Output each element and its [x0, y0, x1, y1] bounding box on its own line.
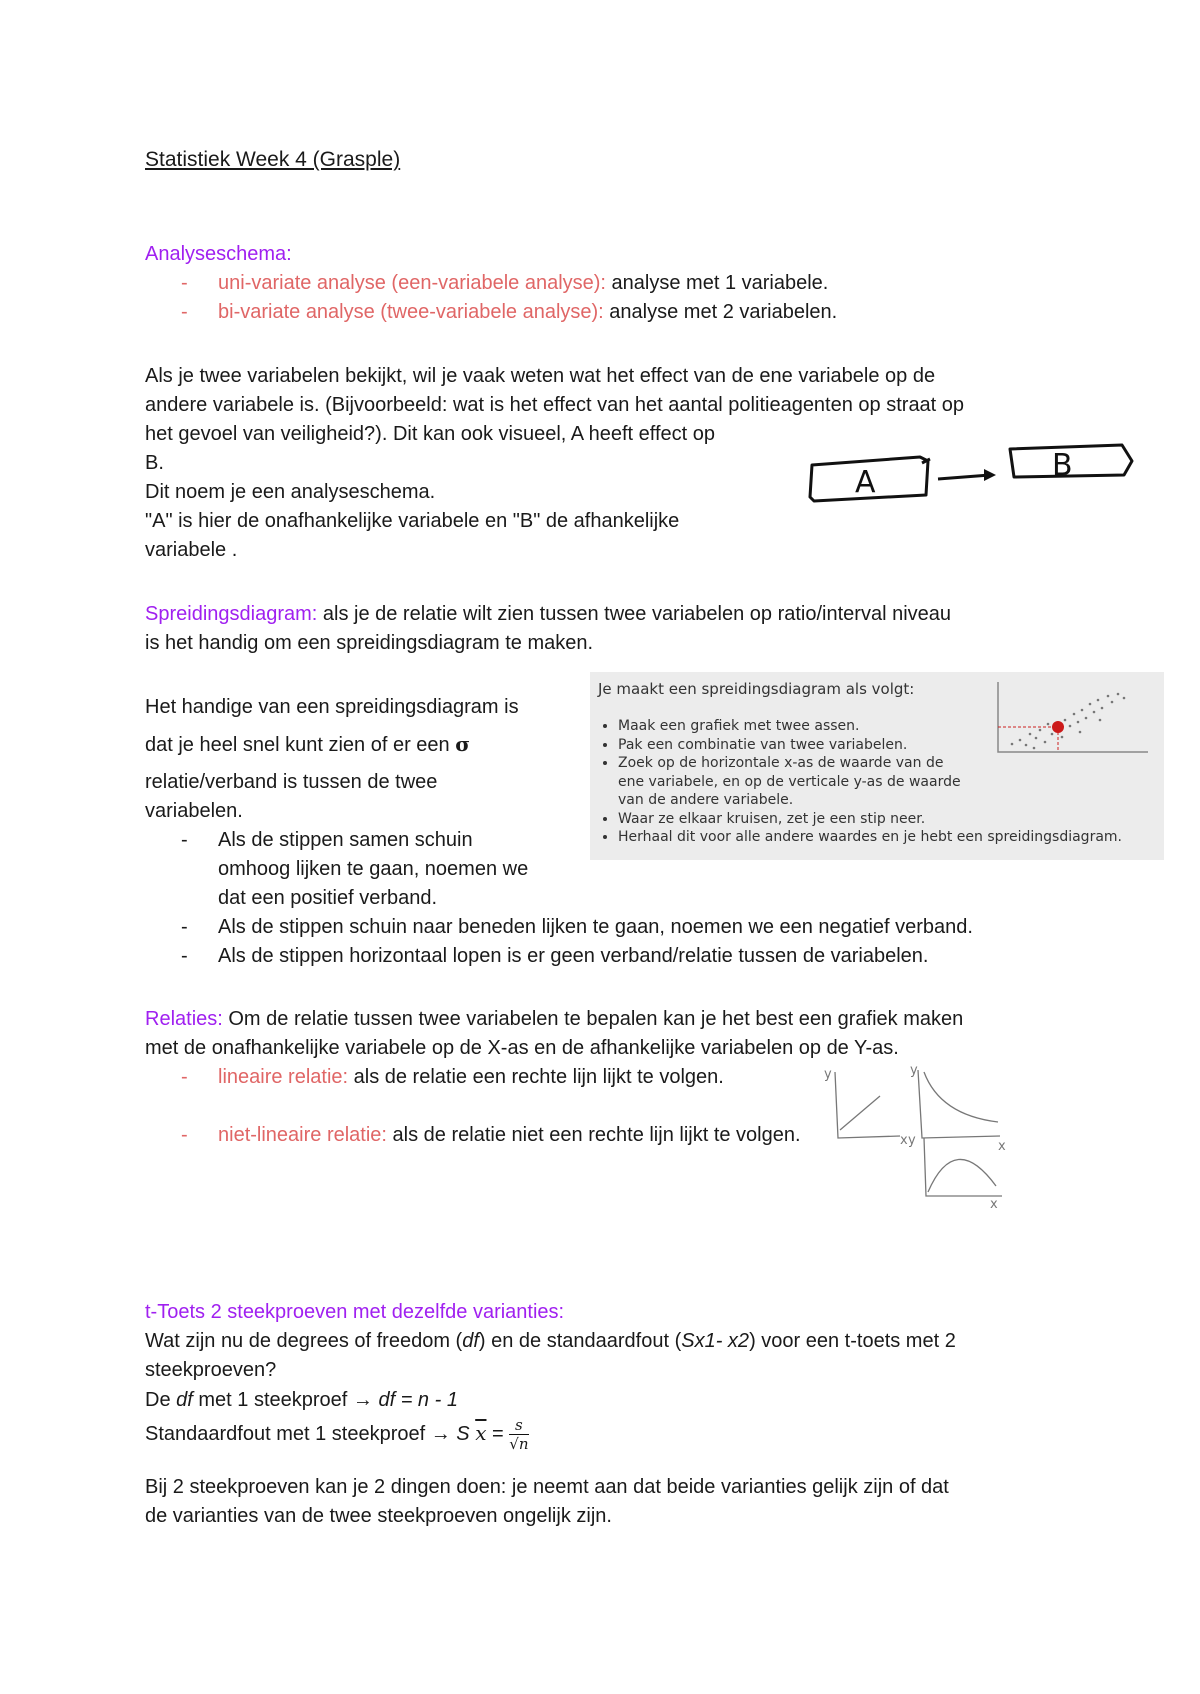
arrow-line	[938, 475, 990, 479]
bullet-dash: -	[181, 916, 188, 938]
spreiding-line1: Spreidingsdiagram: als je de relatie wilt zien tussen twee variabelen op ratio/interval niveau	[145, 603, 952, 625]
se-formula-line: Standaardfout met 1 steekproef → S $\overline{x}$ = $\frac{s}{√n}$	[145, 1416, 529, 1454]
analyse-para-line: andere variabele is. (Bijvoorbeeld: wat is het effect van het aantal politieagenten op straat op	[145, 394, 965, 416]
mini-scatter-plot	[990, 682, 1150, 757]
analyse-item-1: uni-variate analyse (een-variabele analyse): analyse met 1 variabele.	[218, 272, 829, 294]
spreidingsdiagram-instructions-image	[590, 672, 1164, 860]
bullet-dash: -	[181, 301, 188, 323]
mini-axes	[998, 682, 1148, 752]
analyse-heading: Analyseschema:	[145, 243, 292, 265]
instructions-title: Je maakt een spreidingsdiagram als volgt:	[598, 680, 915, 698]
analyse-para-line: B.	[145, 452, 164, 474]
mini-dots	[1011, 693, 1126, 750]
spreiding-bullet-1a: Als de stippen samen schuin	[218, 829, 473, 851]
instruction-item: • Maak een grafiek met twee assen.	[618, 717, 1143, 736]
parabola-axes	[924, 1138, 1002, 1196]
axis-label-y: y	[824, 1067, 832, 1082]
spreiding-para-line: Het handige van een spreidingsdiagram is	[145, 696, 519, 718]
ttoets-heading: t-Toets 2 steekproeven met dezelfde varianties:	[145, 1301, 565, 1323]
instruction-item: • Herhaal dit voor alle andere waardes en je hebt een spreidingsdiagram.	[618, 828, 1143, 847]
spreiding-bullet-2: Als de stippen schuin naar beneden lijken te gaan, noemen we een negatief verband.	[218, 916, 973, 938]
curve-axes	[918, 1070, 1000, 1138]
spreiding-para-line: variabelen.	[145, 800, 243, 822]
relaties-item-1: lineaire relatie: als de relatie een rechte lijn lijkt te volgen.	[218, 1066, 724, 1088]
ttoets-question-line2: steekproeven?	[145, 1359, 277, 1381]
spreiding-line2: is het handig om een spreidingsdiagram te maken.	[145, 632, 594, 654]
relaties-line1: Relaties: Om de relatie tussen twee variabelen te bepalen kan je het best een grafiek maken	[145, 1008, 964, 1030]
ttoets-end-line1: Bij 2 steekproeven kan je 2 dingen doen: je neemt aan dat beide varianties gelijk zijn of dat	[145, 1476, 949, 1498]
bullet-dash: -	[181, 1066, 188, 1088]
spreiding-para-line: dat je heel snel kunt zien of er een σ	[145, 732, 470, 756]
spreiding-bullet-3: Als de stippen horizontaal lopen is er geen verband/relatie tussen de variabelen.	[218, 945, 929, 967]
axis-label-x: x	[998, 1139, 1006, 1154]
analyse-para-line: het gevoel van veiligheid?). Dit kan ook visueel, A heeft effect op	[145, 423, 715, 445]
analyse-sketch	[800, 435, 1140, 515]
df-formula-line: De df met 1 steekproef → df = n - 1	[145, 1389, 458, 1411]
sigma-symbol: σ	[455, 732, 470, 756]
analyse-para-line: Als je twee variabelen bekijkt, wil je vaak weten wat het effect van de ene variabele op de	[145, 365, 936, 387]
analyse-para-line: "A" is hier de onafhankelijke variabele en "B" de afhankelijke	[145, 510, 680, 532]
mini-guides	[998, 727, 1058, 752]
ttoets-question-line1: Wat zijn nu de degrees of freedom (df) en de standaardfout (Sx1- x2) voor een t-toets met 2	[145, 1330, 956, 1352]
bullet-dash: -	[181, 945, 188, 967]
relations-sketch	[820, 1060, 1020, 1210]
analyse-item-2: bi-variate analyse (twee-variabele analyse): analyse met 2 variabelen.	[218, 301, 838, 323]
analyse-para-line: variabele .	[145, 539, 238, 561]
parabola-curve	[928, 1159, 996, 1192]
spreiding-bullet-1b: omhoog lijken te gaan, noemen we	[218, 858, 529, 880]
axis-label-y: y	[910, 1063, 918, 1078]
arrow-head-icon	[984, 469, 996, 481]
relaties-line2: met de onafhankelijke variabele op de X-as en de afhankelijke variabelen op de Y-as.	[145, 1037, 899, 1059]
box-a-letter: A	[855, 465, 876, 500]
linear-line	[840, 1096, 880, 1130]
bullet-dash: -	[181, 829, 188, 851]
page-title: Statistiek Week 4 (Grasple)	[145, 148, 401, 171]
spreiding-para-line: relatie/verband is tussen de twee	[145, 771, 438, 793]
axis-label-x: x	[900, 1133, 908, 1148]
instruction-item: • Waar ze elkaar kruisen, zet je een stip neer.	[618, 810, 1143, 829]
linear-axes	[835, 1072, 900, 1138]
highlight-dot	[1052, 721, 1064, 733]
relaties-item-2: niet-lineaire relatie: als de relatie niet een rechte lijn lijkt te volgen.	[218, 1124, 801, 1146]
axis-label-y: y	[908, 1133, 916, 1148]
decreasing-curve	[924, 1072, 998, 1122]
standard-error-fraction: $\frac{s}{√n}$	[509, 1416, 529, 1454]
bullet-dash: -	[181, 1124, 188, 1146]
instruction-item: • Zoek op de horizontale x-as de waarde van de ene variabele, en op de verticale y-as de waarde van de andere variabele.	[618, 754, 973, 810]
box-b-letter: B	[1052, 448, 1073, 483]
spreiding-bullet-1c: dat een positief verband.	[218, 887, 438, 909]
instruction-item: • Pak een combinatie van twee variabelen.	[618, 736, 1143, 755]
axis-label-x: x	[990, 1197, 998, 1210]
bullet-dash: -	[181, 272, 188, 294]
ttoets-end-line2: de varianties van de twee steekproeven ongelijk zijn.	[145, 1505, 612, 1527]
analyse-para-line: Dit noem je een analyseschema.	[145, 481, 436, 503]
